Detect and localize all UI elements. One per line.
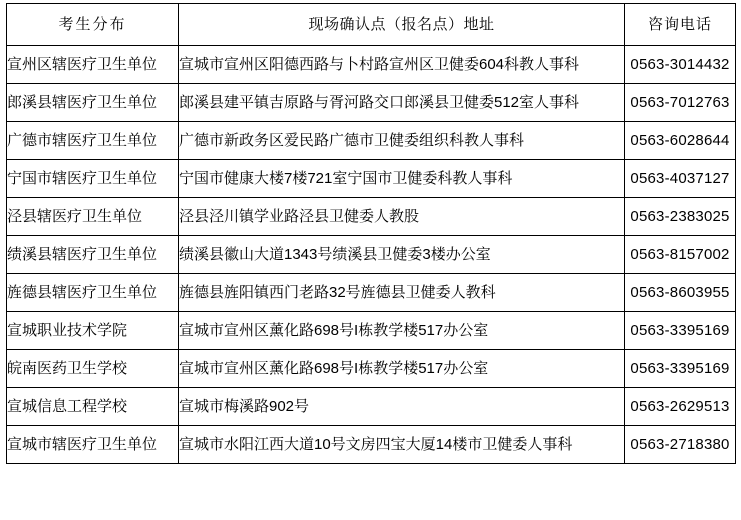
cell-phone: 0563-2718380	[625, 426, 736, 464]
cell-phone: 0563-3014432	[625, 46, 736, 84]
cell-address: 泾县泾川镇学业路泾县卫健委人教股	[179, 198, 625, 236]
cell-district: 宣城市辖医疗卫生单位	[7, 426, 179, 464]
column-header-address: 现场确认点（报名点）地址	[179, 4, 625, 46]
column-header-district: 考生分布	[7, 4, 179, 46]
table-row	[7, 46, 736, 84]
table-row	[7, 122, 736, 160]
cell-district: 泾县辖医疗卫生单位	[7, 198, 179, 236]
cell-district: 绩溪县辖医疗卫生单位	[7, 236, 179, 274]
cell-district: 宣州区辖医疗卫生单位	[7, 46, 179, 84]
registration-points-table	[6, 3, 736, 464]
table-row	[7, 198, 736, 236]
table-row	[7, 426, 736, 464]
cell-address: 宣城市水阳江西大道10号文房四宝大厦14楼市卫健委人事科	[179, 426, 625, 464]
cell-district: 宁国市辖医疗卫生单位	[7, 160, 179, 198]
table-row	[7, 236, 736, 274]
cell-address: 宣城市宣州区薰化路698号I栋教学楼517办公室	[179, 350, 625, 388]
cell-district: 宣城职业技术学院	[7, 312, 179, 350]
cell-address: 宁国市健康大楼7楼721室宁国市卫健委科教人事科	[179, 160, 625, 198]
column-header-phone: 咨询电话	[625, 4, 736, 46]
table-header-row	[7, 4, 736, 46]
cell-phone: 0563-4037127	[625, 160, 736, 198]
cell-phone: 0563-3395169	[625, 350, 736, 388]
cell-address: 广德市新政务区爱民路广德市卫健委组织科教人事科	[179, 122, 625, 160]
cell-address: 宣城市宣州区薰化路698号I栋教学楼517办公室	[179, 312, 625, 350]
cell-phone: 0563-3395169	[625, 312, 736, 350]
table-body	[7, 46, 736, 464]
cell-address: 宣城市梅溪路902号	[179, 388, 625, 426]
cell-address: 绩溪县徽山大道1343号绩溪县卫健委3楼办公室	[179, 236, 625, 274]
cell-district: 郎溪县辖医疗卫生单位	[7, 84, 179, 122]
table-row	[7, 388, 736, 426]
cell-district: 宣城信息工程学校	[7, 388, 179, 426]
document-page	[0, 3, 741, 520]
cell-address: 旌德县旌阳镇西门老路32号旌德县卫健委人教科	[179, 274, 625, 312]
cell-district: 旌德县辖医疗卫生单位	[7, 274, 179, 312]
cell-phone: 0563-8157002	[625, 236, 736, 274]
cell-phone: 0563-8603955	[625, 274, 736, 312]
cell-phone: 0563-6028644	[625, 122, 736, 160]
table-row	[7, 84, 736, 122]
cell-address: 郎溪县建平镇吉原路与胥河路交口郎溪县卫健委512室人事科	[179, 84, 625, 122]
table-row	[7, 312, 736, 350]
cell-district: 广德市辖医疗卫生单位	[7, 122, 179, 160]
cell-phone: 0563-2383025	[625, 198, 736, 236]
table-row	[7, 274, 736, 312]
table-header	[7, 4, 736, 46]
cell-phone: 0563-2629513	[625, 388, 736, 426]
table-row	[7, 350, 736, 388]
table-row	[7, 160, 736, 198]
cell-district: 皖南医药卫生学校	[7, 350, 179, 388]
cell-phone: 0563-7012763	[625, 84, 736, 122]
cell-address: 宣城市宣州区阳德西路与卜村路宣州区卫健委604科教人事科	[179, 46, 625, 84]
